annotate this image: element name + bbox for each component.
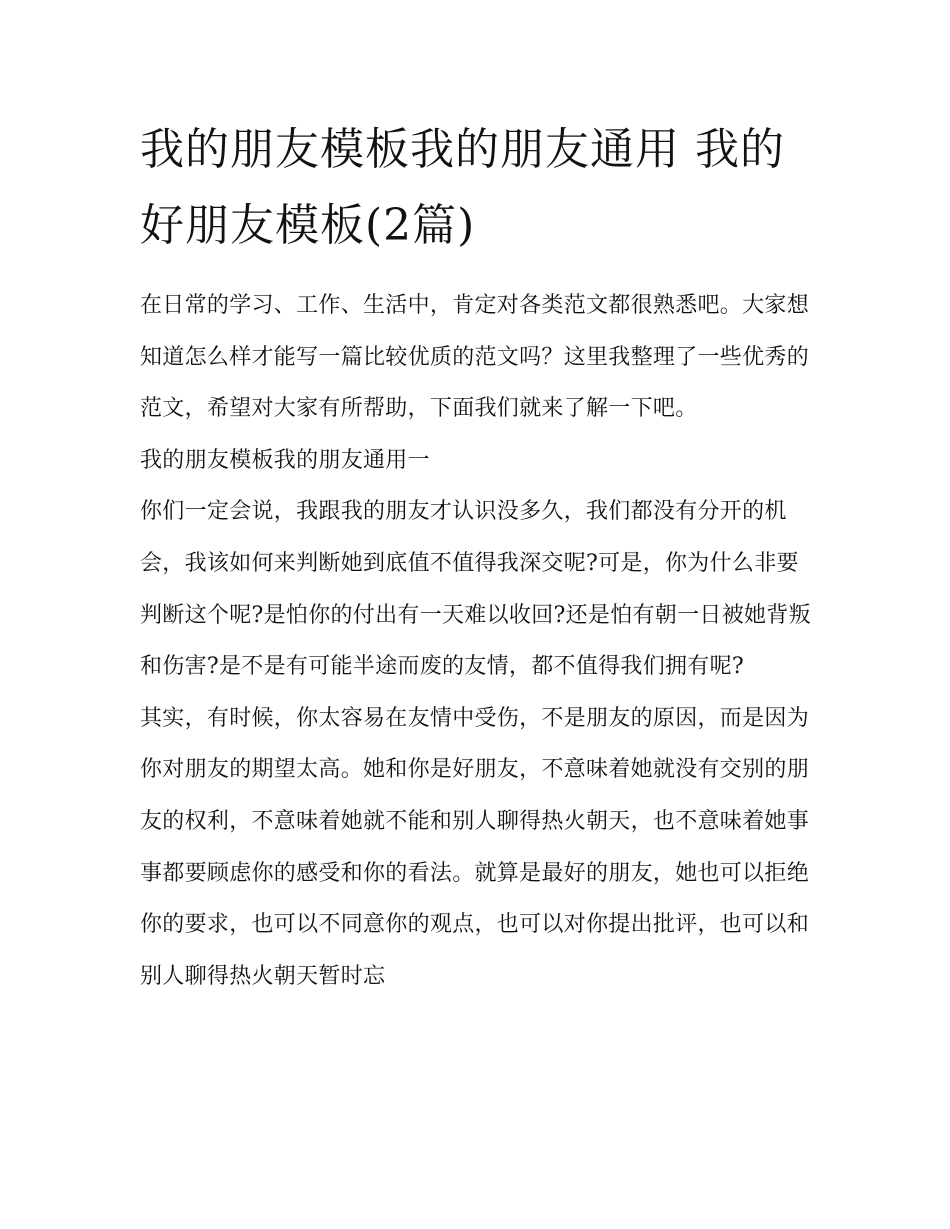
body-paragraph: 其实，有时候，你太容易在友情中受伤，不是朋友的原因，而是因为你对朋友的期望太高。她和你是好朋友，不意味着她就没有交别的朋友的权利，不意味着她就不能和别人聊得热火朝天，也不意味着她事事都要顾虑你的感受和你的看法。就算是最好的朋友，她也可以拒绝你的要求，也可以不同意你的观点，也可以对你提出批评，也可以和别人聊得热火朝天暂时忘 (140, 705, 810, 989)
section-heading: 我的朋友模板我的朋友通用一 (140, 447, 430, 473)
body-paragraph: 你们一定会说，我跟我的朋友才认识没多久，我们都没有分开的机会，我该如何来判断她到底值不值得我深交呢?可是，你为什么非要判断这个呢?是怕你的付出有一天难以收回?还是怕有朝一日被她背叛和伤害?是不是有可能半途而废的友情，都不值得我们拥有呢? (140, 499, 811, 680)
intro-paragraph: 在日常的学习、工作、生活中，肯定对各类范文都很熟悉吧。大家想知道怎么样才能写一篇比较优质的范文吗？这里我整理了一些优秀的范文，希望对大家有所帮助，下面我们就来了解一下吧。 (140, 293, 810, 422)
document-title: 我的朋友模板我的朋友通用 我的好朋友模板(2篇) (140, 124, 785, 251)
document-body (140, 280, 812, 1002)
document-page (140, 112, 812, 1002)
